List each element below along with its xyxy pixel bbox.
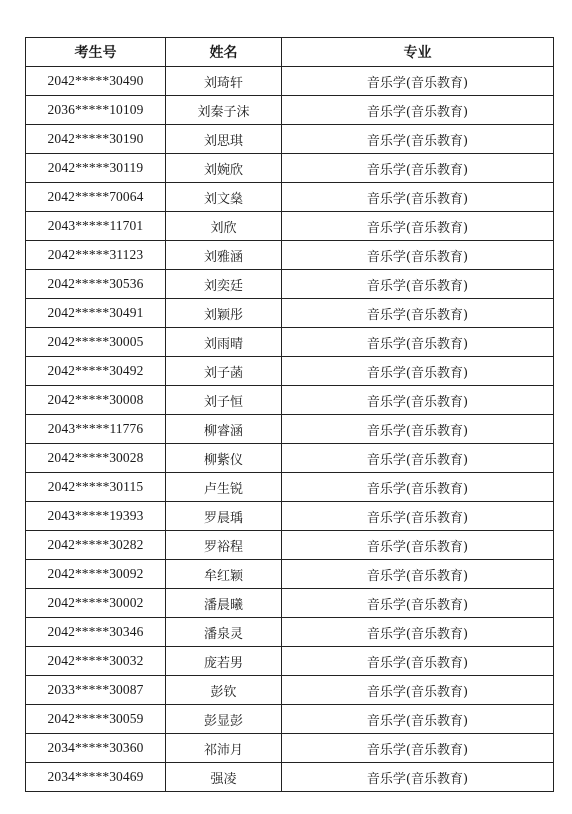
major-cell: 音乐学(音乐教育) (282, 560, 554, 589)
table-row (26, 96, 554, 125)
candidate-id-cell: 2042*****30092 (26, 560, 166, 589)
name-cell: 潘晨曦 (166, 589, 282, 618)
major-cell: 音乐学(音乐教育) (282, 212, 554, 241)
candidate-id-cell: 2043*****11701 (26, 212, 166, 241)
table-row (26, 676, 554, 705)
table-row (26, 705, 554, 734)
document-page (25, 37, 553, 792)
major-cell: 音乐学(音乐教育) (282, 444, 554, 473)
name-cell: 刘文燊 (166, 183, 282, 212)
candidate-id-cell: 2042*****30002 (26, 589, 166, 618)
name-cell: 强凌 (166, 763, 282, 792)
table-row (26, 125, 554, 154)
table-row (26, 444, 554, 473)
name-cell: 祁沛月 (166, 734, 282, 763)
header-row (26, 38, 554, 67)
header-major: 专业 (282, 38, 554, 67)
candidate-id-cell: 2042*****30005 (26, 328, 166, 357)
candidate-id-cell: 2043*****19393 (26, 502, 166, 531)
name-cell: 罗裕程 (166, 531, 282, 560)
table-row (26, 299, 554, 328)
candidate-id-cell: 2042*****30346 (26, 618, 166, 647)
table-row (26, 531, 554, 560)
major-cell: 音乐学(音乐教育) (282, 676, 554, 705)
candidate-id-cell: 2043*****11776 (26, 415, 166, 444)
table-row (26, 270, 554, 299)
candidate-id-cell: 2042*****30490 (26, 67, 166, 96)
candidate-id-cell: 2036*****10109 (26, 96, 166, 125)
candidate-id-cell: 2042*****31123 (26, 241, 166, 270)
major-cell: 音乐学(音乐教育) (282, 270, 554, 299)
candidate-id-cell: 2042*****30032 (26, 647, 166, 676)
candidate-id-cell: 2033*****30087 (26, 676, 166, 705)
major-cell: 音乐学(音乐教育) (282, 299, 554, 328)
table-row (26, 241, 554, 270)
table-row (26, 212, 554, 241)
name-cell: 刘子菡 (166, 357, 282, 386)
major-cell: 音乐学(音乐教育) (282, 154, 554, 183)
table-row (26, 473, 554, 502)
table-body (26, 67, 554, 792)
candidate-id-cell: 2034*****30360 (26, 734, 166, 763)
table-row (26, 154, 554, 183)
name-cell: 柳紫仪 (166, 444, 282, 473)
major-cell: 音乐学(音乐教育) (282, 734, 554, 763)
name-cell: 刘秦子沫 (166, 96, 282, 125)
candidate-id-cell: 2042*****30491 (26, 299, 166, 328)
major-cell: 音乐学(音乐教育) (282, 357, 554, 386)
candidate-id-cell: 2042*****30059 (26, 705, 166, 734)
major-cell: 音乐学(音乐教育) (282, 67, 554, 96)
name-cell: 刘欣 (166, 212, 282, 241)
name-cell: 刘琦轩 (166, 67, 282, 96)
table-row (26, 763, 554, 792)
name-cell: 刘子恒 (166, 386, 282, 415)
name-cell: 彭显彭 (166, 705, 282, 734)
major-cell: 音乐学(音乐教育) (282, 531, 554, 560)
header-candidate-id: 考生号 (26, 38, 166, 67)
table-row (26, 328, 554, 357)
candidate-id-cell: 2042*****30536 (26, 270, 166, 299)
table-row (26, 502, 554, 531)
name-cell: 庞若男 (166, 647, 282, 676)
major-cell: 音乐学(音乐教育) (282, 589, 554, 618)
major-cell: 音乐学(音乐教育) (282, 618, 554, 647)
name-cell: 卢生锐 (166, 473, 282, 502)
candidate-id-cell: 2042*****70064 (26, 183, 166, 212)
major-cell: 音乐学(音乐教育) (282, 647, 554, 676)
major-cell: 音乐学(音乐教育) (282, 328, 554, 357)
table-header (26, 38, 554, 67)
name-cell: 罗晨瑀 (166, 502, 282, 531)
table-row (26, 67, 554, 96)
major-cell: 音乐学(音乐教育) (282, 502, 554, 531)
candidate-id-cell: 2042*****30190 (26, 125, 166, 154)
candidate-id-cell: 2042*****30115 (26, 473, 166, 502)
major-cell: 音乐学(音乐教育) (282, 96, 554, 125)
candidate-id-cell: 2042*****30492 (26, 357, 166, 386)
name-cell: 刘思琪 (166, 125, 282, 154)
table-row (26, 386, 554, 415)
major-cell: 音乐学(音乐教育) (282, 241, 554, 270)
major-cell: 音乐学(音乐教育) (282, 386, 554, 415)
major-cell: 音乐学(音乐教育) (282, 415, 554, 444)
candidate-id-cell: 2042*****30282 (26, 531, 166, 560)
name-cell: 刘婉欣 (166, 154, 282, 183)
major-cell: 音乐学(音乐教育) (282, 183, 554, 212)
candidate-id-cell: 2042*****30008 (26, 386, 166, 415)
name-cell: 彭钦 (166, 676, 282, 705)
major-cell: 音乐学(音乐教育) (282, 763, 554, 792)
name-cell: 刘颖彤 (166, 299, 282, 328)
name-cell: 柳睿涵 (166, 415, 282, 444)
name-cell: 潘泉灵 (166, 618, 282, 647)
name-cell: 刘雅涵 (166, 241, 282, 270)
candidate-id-cell: 2042*****30028 (26, 444, 166, 473)
candidate-table (25, 37, 554, 792)
header-name: 姓名 (166, 38, 282, 67)
table-row (26, 647, 554, 676)
table-row (26, 618, 554, 647)
table-row (26, 415, 554, 444)
table-row (26, 183, 554, 212)
candidate-id-cell: 2034*****30469 (26, 763, 166, 792)
candidate-id-cell: 2042*****30119 (26, 154, 166, 183)
major-cell: 音乐学(音乐教育) (282, 473, 554, 502)
name-cell: 刘雨晴 (166, 328, 282, 357)
table-row (26, 734, 554, 763)
major-cell: 音乐学(音乐教育) (282, 125, 554, 154)
major-cell: 音乐学(音乐教育) (282, 705, 554, 734)
table-row (26, 560, 554, 589)
name-cell: 牟红颖 (166, 560, 282, 589)
table-row (26, 357, 554, 386)
table-row (26, 589, 554, 618)
name-cell: 刘奕廷 (166, 270, 282, 299)
